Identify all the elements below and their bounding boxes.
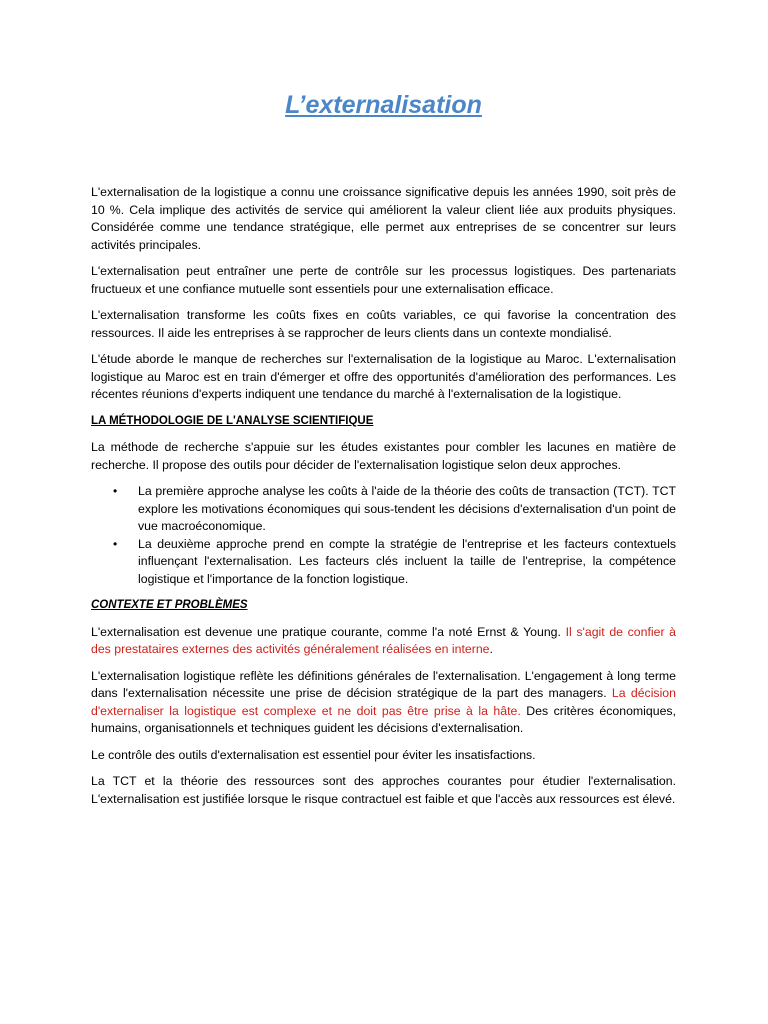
paragraph-control: L'externalisation peut entraîner une perte de contrôle sur les processus logistiques. Des partenariats fructueux et une confiance mutuelle sont essentiels pour une externalisation efficace. (91, 264, 676, 296)
bullet-icon: • (113, 536, 118, 551)
paragraph-costs: L'externalisation transforme les coûts fixes en coûts variables, ce qui favorise la concentration des ressources. Il aide les entreprises à se rapprocher de leurs clients dans un contexte mondialisé. (91, 308, 676, 340)
list-item-text: La première approche analyse les coûts à l'aide de la théorie des coûts de transaction (TCT). TCT explore les motivations économiques qui sous-tendent les décisions d'externalisation d'un point de vue macroéconomique. (138, 484, 676, 533)
bullet-icon: • (113, 484, 118, 498)
highlighted-text: La décision d'externaliser la logistique est complexe et ne doit pas être prise à la hâte. (91, 686, 676, 718)
paragraph-context-1 (91, 624, 676, 659)
text-run: Des critères économiques, humains, organisationnels et techniques guident les décisions d'externalisation. (91, 703, 676, 735)
highlighted-text: Il s'agit de confier à des prestataires externes des activités généralement réalisées en interne (91, 624, 677, 656)
text-run: L'externalisation logistique reflète les définitions générales de l'externalisation. L'engagement à long terme dans l'externalisation nécessite une prise de décision stratégique de la part des managers. (91, 668, 676, 700)
text-run: . (489, 642, 493, 656)
section-heading-methodology: LA MÉTHODOLOGIE DE L'ANALYSE SCIENTIFIQUE (91, 414, 374, 427)
paragraph-context-2 (91, 668, 676, 738)
list-item (91, 536, 676, 589)
paragraph-method-intro: La méthode de recherche s'appuie sur les études existantes pour combler les lacunes en matière de recherche. Il propose des outils pour décider de l'externalisation logistique selon deux approches. (91, 440, 676, 472)
section-heading-context: CONTEXTE ET PROBLÈMES (91, 599, 248, 611)
paragraph-morocco: L'étude aborde le manque de recherches sur l'externalisation de la logistique au Maroc. L'externalisation logistique au Maroc est en train d'émerger et offre des opportunités d'amélioration des performances. Les récentes réunions d'experts indiquent une tendance du marché à l'externalisation de la logistique. (91, 352, 676, 401)
document-title: L’externalisation (285, 91, 482, 119)
paragraph-intro: L'externalisation de la logistique a connu une croissance significative depuis les années 1990, soit près de 10 %. Cela implique des activités de service qui améliorent la valeur client liée aux produits physiques. Considérée comme une tendance stratégique, elle permet aux entreprises de se concentrer sur leurs activités principales. (91, 185, 676, 252)
list-item-text: La deuxième approche prend en compte la stratégie de l'entreprise et les facteurs contextuels influençant l'externalisation. Les facteurs clés incluent la taille de l'entreprise, la compétence logistique et l'importance de la fonction logistique. (138, 536, 676, 586)
text-run: L'externalisation est devenue une pratique courante, comme l'a noté Ernst & Young. (91, 624, 566, 639)
list-item (91, 483, 676, 536)
paragraph-context-3: Le contrôle des outils d'externalisation est essentiel pour éviter les insatisfactions. (91, 747, 536, 762)
paragraph-context-4: La TCT et la théorie des ressources sont des approches courantes pour étudier l'externalisation. L'externalisation est justifiée lorsque le risque contractuel est faible et que l'accès aux ressources est élevé. (91, 774, 676, 806)
document-page (91, 88, 676, 817)
approach-list (91, 483, 676, 588)
